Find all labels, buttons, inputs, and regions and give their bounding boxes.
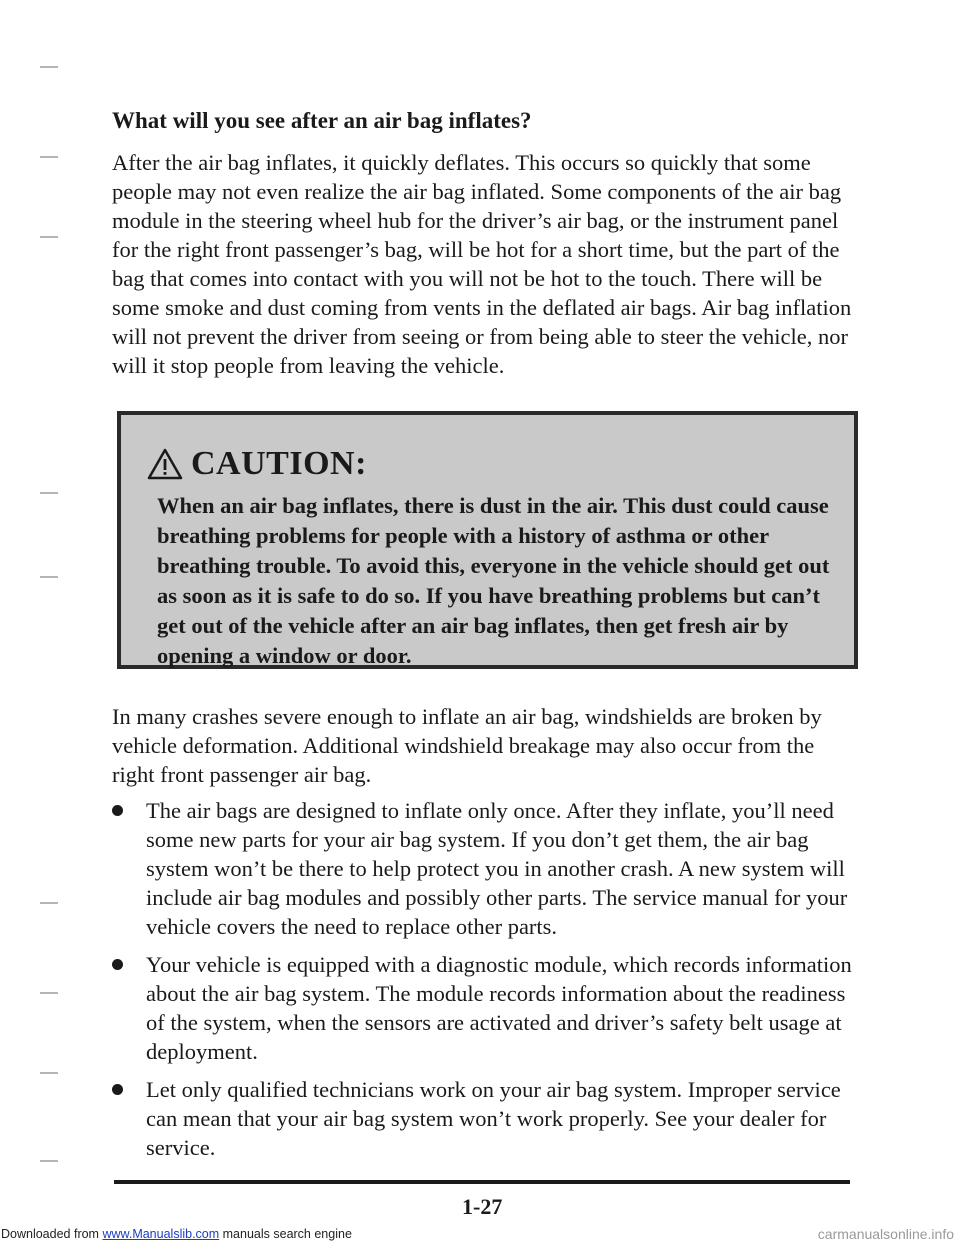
section-heading: What will you see after an air bag inflates? bbox=[112, 108, 532, 133]
list-item: Your vehicle is equipped with a diagnostic module, which records information about the air bag system. The module records information about the readiness of the system, when the sensors are activated and driver’s safety belt usage at deployment. bbox=[112, 950, 857, 1066]
download-watermark: Downloaded from www.Manualslib.com manuals search engine bbox=[1, 1227, 352, 1241]
list-item: The air bags are designed to inflate only once. After they inflate, you’ll need some new parts for your air bag system. If you don’t get them, the air bag system won’t be there to help protect you in another crash. A new system will include air bag modules and possibly other parts. The service manual for your vehicle covers the need to replace other parts. bbox=[112, 796, 857, 941]
footer-rule bbox=[114, 1180, 850, 1184]
bullet-dot bbox=[112, 1084, 123, 1095]
caution-box bbox=[117, 411, 858, 669]
page-number: 1-27 bbox=[462, 1194, 503, 1219]
site-watermark: carmanualsonline.info bbox=[817, 1226, 954, 1242]
caution-title-text: CAUTION: bbox=[191, 445, 367, 482]
bullet-list bbox=[112, 796, 857, 1171]
bullet-dot bbox=[112, 805, 123, 816]
caution-text: When an air bag inflates, there is dust in the air. This dust could cause breathing problems for people with a history of asthma or other breathing trouble. To avoid this, everyone in the vehicle should get out as soon as it is safe to do so. If you have breathing problems but can’t get out of the vehicle after an air bag inflates, then get fresh air by opening a window or door. bbox=[157, 493, 830, 668]
intro-paragraph: After the air bag inflates, it quickly deflates. This occurs so quickly that some people may not even realize the air bag inflated. Some components of the air bag module in the steering wheel hub for the driver’s air bag, or the instrument panel for the right front passenger’s bag, will be hot for a short time, but the part of the bag that comes into contact with you will not be hot to the touch. There will be some smoke and dust coming from vents in the deflated air bags. Air bag inflation will not prevent the driver from seeing or from being able to steer the vehicle, nor will it stop people from leaving the vehicle. bbox=[112, 150, 852, 378]
windshield-paragraph: In many crashes severe enough to inflate an air bag, windshields are broken by vehicle deformation. Additional windshield breakage may also occur from the right front passenger air bag. bbox=[112, 704, 822, 787]
bullet-dot bbox=[112, 959, 123, 970]
caution-title bbox=[147, 445, 367, 483]
list-item: Let only qualified technicians work on your air bag system. Improper service can mean that your air bag system won’t work properly. See your dealer for service. bbox=[112, 1075, 857, 1162]
warning-triangle-icon bbox=[147, 448, 183, 480]
manualslib-link[interactable]: www.Manualslib.com bbox=[102, 1227, 220, 1241]
